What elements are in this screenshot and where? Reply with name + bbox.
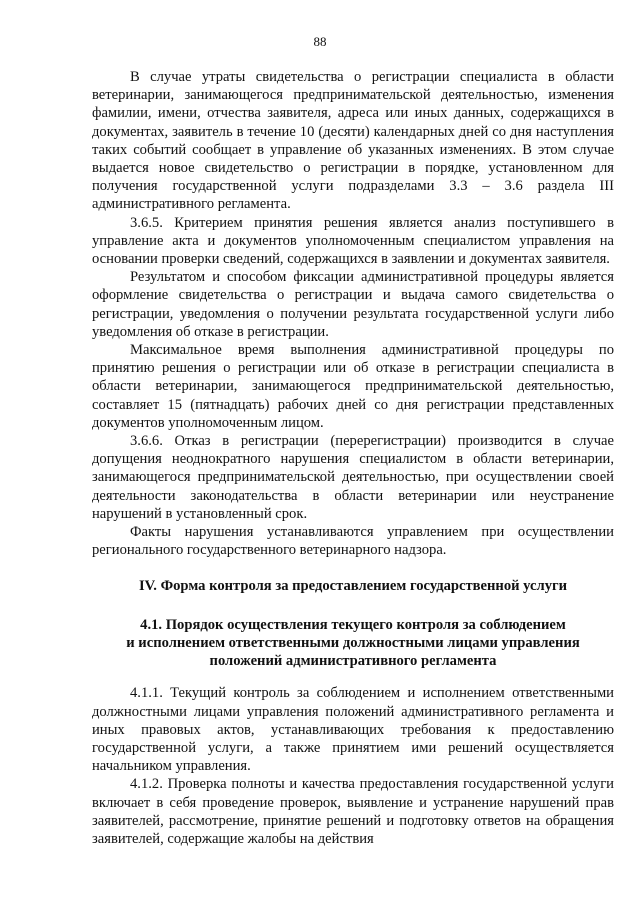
paragraph-4-1-2: 4.1.2. Проверка полноты и качества предоставления государственной услуги включает в себя проведение проверок, выявление и устранение нарушений прав заявителей, рассмотрение, принятие решений и подготовку ответов на обращения заявителей, содержащие жалобы на действия <box>92 776 614 847</box>
section-heading: IV. Форма контроля за предоставлением государственной услуги <box>138 578 568 595</box>
document-body <box>92 68 614 848</box>
page-number: 88 <box>313 34 327 49</box>
paragraph-lost-certificate: В случае утраты свидетельства о регистрации специалиста в области ветеринарии, занимающегося предпринимательской деятельностью, изменения фамилии, имени, отчества заявителя, адреса или иных данных, содержащихся в документах, заявитель в течение 10 (десяти) календарных дней со дня наступления таких событий сообщает в управление об указанных изменениях. В этом случае выдается новое свидетельство о регистрации в порядке, установленном для получения государственной услуги подразделами 3.3 – 3.6 раздела III административного регламента. <box>92 69 614 213</box>
subsection-heading <box>92 616 614 671</box>
paragraph-result: Результатом и способом фиксации административной процедуры является оформление свидетельства о регистрации и выдача самого свидетельства о регистрации, уведомления о получении результата государственной услуги либо уведомления об отказе в регистрации. <box>92 269 614 340</box>
paragraph-max-time: Максимальное время выполнения административной процедуры по принятию решения о регистрации или об отказе в регистрации специалиста в области ветеринарии, занимающегося предпринимательской деятельностью, составляет 15 (пятнадцать) рабочих дней со дня регистрации представленных документов уполномоченным лицом. <box>92 342 614 431</box>
paragraph-violations: Факты нарушения устанавливаются управлением при осуществлении регионального государственного ветеринарного надзора. <box>92 524 614 559</box>
paragraph-3-6-6: 3.6.6. Отказ в регистрации (перерегистрации) производится в случае допущения неоднократного нарушения специалистом в области ветеринарии, занимающегося предпринимательской деятельностью, при осуществлении своей деятельности законодательства в области ветеринарии или неустранение нарушений в установленный срок. <box>92 433 614 522</box>
paragraph-4-1-1: 4.1.1. Текущий контроль за соблюдением и исполнением ответственными должностными лицами управления положений административного регламента и иных правовых актов, устанавливающих требования к предоставлению государственной услуги, а также принятием ими решений осуществляется начальником управления. <box>92 685 614 775</box>
subsection-heading-line: 4.1. Порядок осуществления текущего контроля за соблюдением <box>140 616 566 633</box>
paragraph-3-6-5: 3.6.5. Критерием принятия решения является анализ поступившего в управление акта и документов уполномоченным специалистом управления на основании проверки сведений, содержащихся в заявлении и документах заявителя. <box>92 214 614 268</box>
subsection-heading-line: положений административного регламента <box>209 653 497 670</box>
subsection-heading-line: и исполнением ответственными должностными лицами управления <box>126 634 580 651</box>
